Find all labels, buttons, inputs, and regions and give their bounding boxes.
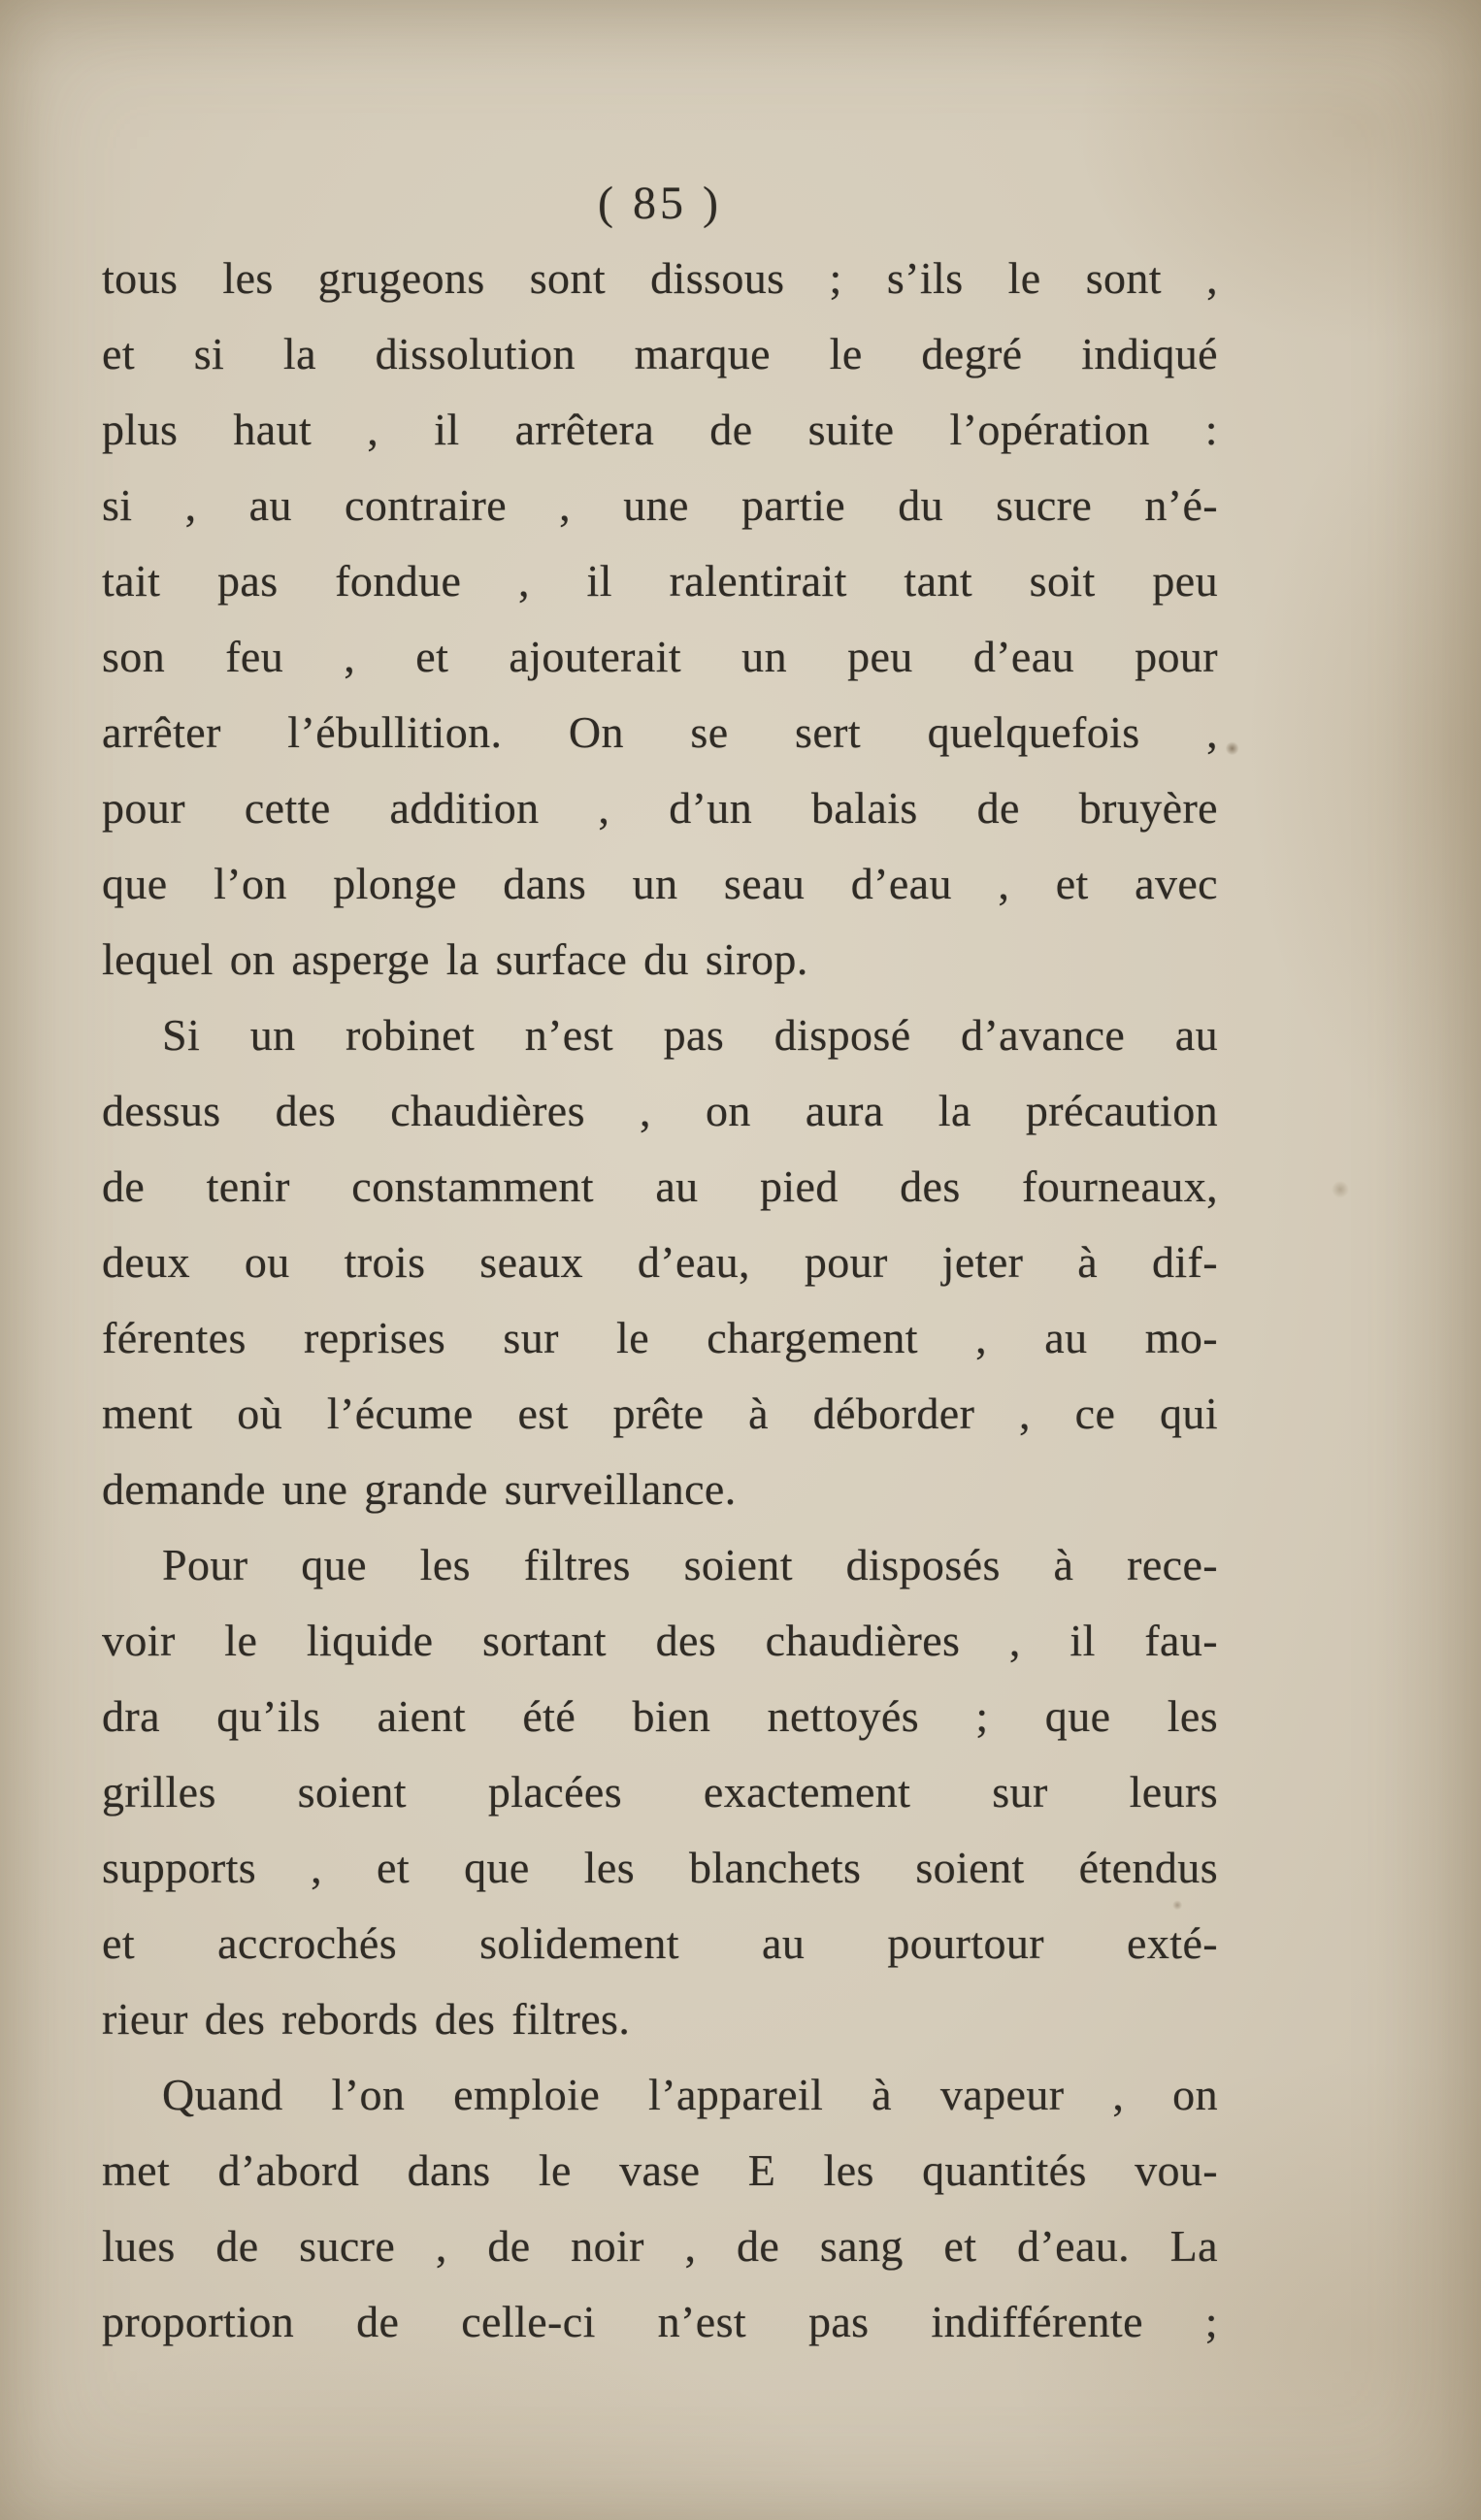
- text-line: rieur des rebords des filtres.: [102, 1994, 631, 2044]
- text-line: deux ou trois seaux d’eau, pour jeter à dif-: [102, 1237, 1218, 1287]
- text-line: plus haut , il arrêtera de suite l’opération :: [102, 405, 1218, 454]
- page-text: [102, 241, 1218, 2360]
- text-line: son feu , et ajouterait un peu d’eau pour: [102, 632, 1218, 681]
- text-line: Quand l’on emploie l’appareil à vapeur , on: [162, 2070, 1218, 2119]
- text-line: supports , et que les blanchets soient étendus: [102, 1843, 1218, 1892]
- page-number: ( 85 ): [598, 178, 722, 229]
- text-line: de tenir constamment au pied des fourneaux,: [102, 1162, 1218, 1211]
- text-line: dessus des chaudières , on aura la précaution: [102, 1086, 1218, 1135]
- text-line: que l’on plonge dans un seau d’eau , et avec: [102, 859, 1218, 908]
- text-line: proportion de celle-ci n’est pas indifférente ;: [102, 2297, 1218, 2346]
- text-line: arrêter l’ébullition. On se sert quelquefois ,: [102, 707, 1218, 757]
- text-line: pour cette addition , d’un balais de bruyère: [102, 783, 1218, 833]
- text-line: voir le liquide sortant des chaudières , il fau-: [102, 1616, 1218, 1665]
- text-line: met d’abord dans le vase E les quantités vou-: [102, 2145, 1218, 2195]
- text-line: lues de sucre , de noir , de sang et d’eau. La: [102, 2221, 1218, 2271]
- text-line: Pour que les filtres soient disposés à rece-: [162, 1540, 1218, 1589]
- text-line: tait pas fondue , il ralentirait tant soit peu: [102, 556, 1218, 605]
- text-line: Si un robinet n’est pas disposé d’avance au: [162, 1010, 1218, 1060]
- text-line: dra qu’ils aient été bien nettoyés ; que les: [102, 1691, 1218, 1741]
- text-line: si , au contraire , une partie du sucre n’é-: [102, 480, 1218, 530]
- text-line: et si la dissolution marque le degré indiqué: [102, 329, 1218, 378]
- text-line: ment où l’écume est prête à déborder , ce qui: [102, 1389, 1218, 1438]
- text-line: grilles soient placées exactement sur leurs: [102, 1767, 1218, 1816]
- text-line: férentes reprises sur le chargement , au mo-: [102, 1313, 1218, 1362]
- text-line: lequel on asperge la surface du sirop.: [102, 934, 808, 984]
- text-line: et accrochés solidement au pourtour exté-: [102, 1918, 1218, 1968]
- text-line: tous les grugeons sont dissous ; s’ils le sont ,: [102, 253, 1218, 303]
- text-line: demande une grande surveillance.: [102, 1464, 737, 1514]
